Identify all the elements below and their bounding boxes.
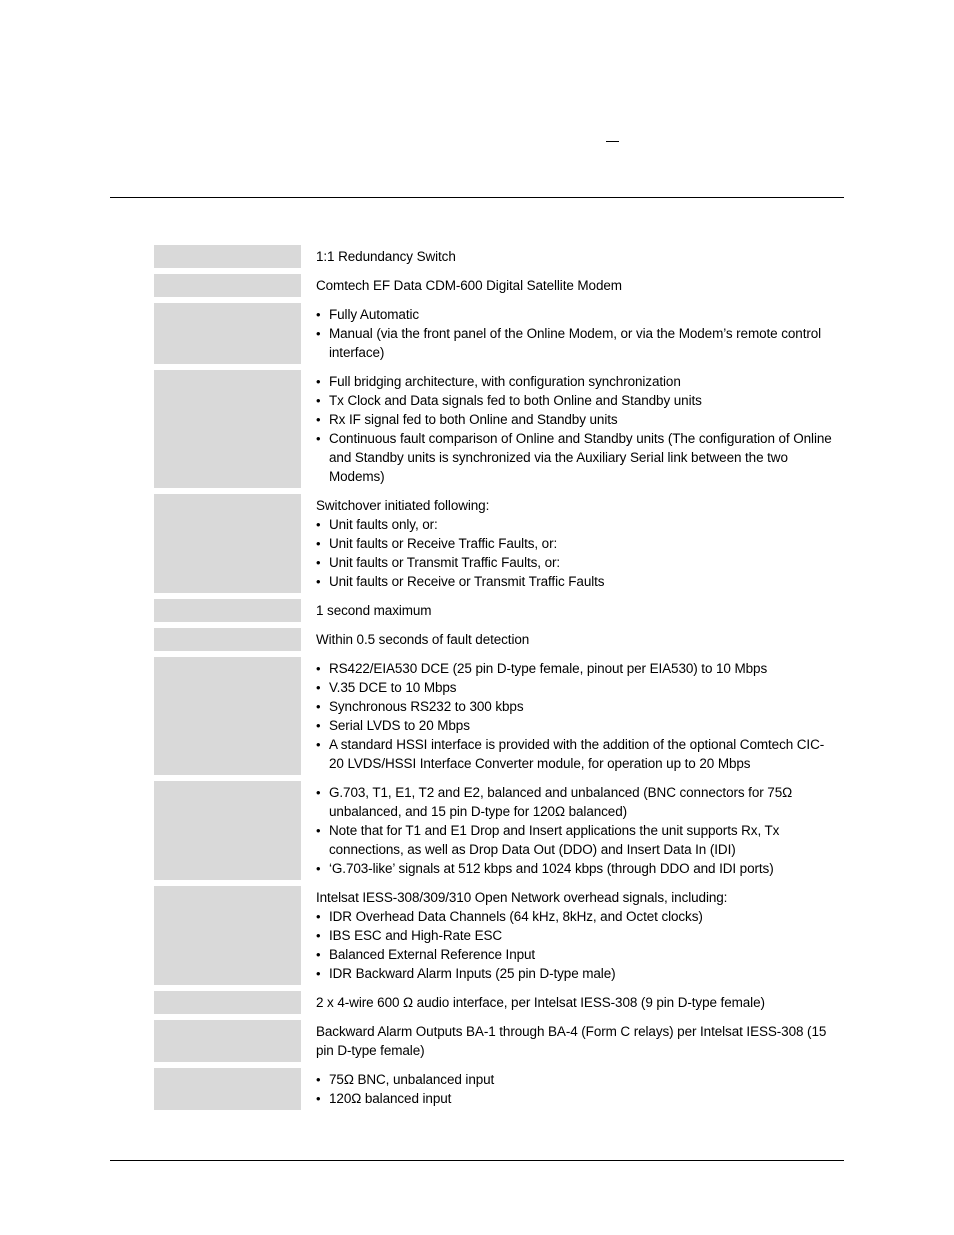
header-rule (110, 197, 844, 198)
spec-bullet-item: • Continuous fault comparison of Online and Standby units (The configuration of Online and Standby units is synchronized via the Auxiliary Serial link between the two Modems) (316, 429, 834, 486)
spec-row (154, 628, 834, 651)
spec-bullet-item: • Manual (via the front panel of the Online Modem, or via the Modem’s remote control interface) (316, 324, 834, 362)
spec-label-cell (154, 245, 301, 268)
spec-text: Backward Alarm Outputs BA-1 through BA-4 (Form C relays) per Intelsat IESS-308 (15 pin D-type female) (316, 1024, 827, 1058)
spec-row (154, 274, 834, 297)
spec-bullet-item: • 75Ω BNC, unbalanced input (316, 1070, 834, 1089)
spec-bullet-list (316, 305, 834, 362)
spec-bullet-list (316, 783, 834, 878)
spec-value-cell (301, 628, 834, 651)
spec-bullet-item: • Synchronous RS232 to 300 kbps (316, 697, 834, 716)
spec-bullet-item: • Note that for T1 and E1 Drop and Insert applications the unit supports Rx, Tx connections, as well as Drop Data Out (DDO) and Insert Data In (IDI) (316, 821, 834, 859)
spec-bullet-item: • Balanced External Reference Input (316, 945, 834, 964)
spec-bullet-list (316, 372, 834, 486)
spec-row (154, 245, 834, 268)
spec-bullet-list (316, 515, 834, 591)
footer-rule (110, 1160, 844, 1161)
spec-bullet-item: • Unit faults only, or: (316, 515, 834, 534)
spec-value-cell (301, 886, 834, 985)
spec-bullet-list (316, 659, 834, 773)
spec-bullet-item: • ‘G.703-like’ signals at 512 kbps and 1024 kbps (through DDO and IDI ports) (316, 859, 834, 878)
spec-bullet-item: • Full bridging architecture, with configuration synchronization (316, 372, 834, 391)
spec-value-cell (301, 991, 834, 1014)
spec-bullet-item: • Unit faults or Receive or Transmit Traffic Faults (316, 572, 834, 591)
spec-value-cell (301, 494, 834, 593)
spec-value-cell (301, 657, 834, 775)
spec-label-cell (154, 274, 301, 297)
spec-bullet-item: • A standard HSSI interface is provided with the addition of the optional Comtech CIC-20 LVDS/HSSI Interface Converter module, for operation up to 20 Mbps (316, 735, 834, 773)
spec-intro: Switchover initiated following: (316, 498, 490, 513)
spec-row (154, 991, 834, 1014)
spec-row (154, 1068, 834, 1110)
spec-bullet-item: • IBS ESC and High-Rate ESC (316, 926, 834, 945)
spec-label-cell (154, 991, 301, 1014)
spec-row (154, 494, 834, 593)
spec-row (154, 886, 834, 985)
spec-value-cell (301, 599, 834, 622)
spec-value-cell (301, 781, 834, 880)
spec-row (154, 303, 834, 364)
spec-label-cell (154, 494, 301, 593)
spec-intro: Intelsat IESS-308/309/310 Open Network overhead signals, including: (316, 890, 728, 905)
spec-value-cell (301, 274, 834, 297)
spec-value-cell (301, 245, 834, 268)
spec-text: 2 x 4-wire 600 Ω audio interface, per Intelsat IESS-308 (9 pin D-type female) (316, 995, 765, 1010)
spec-value-cell (301, 370, 834, 488)
spec-label-cell (154, 303, 301, 364)
spec-label-cell (154, 657, 301, 775)
spec-bullet-list (316, 907, 834, 983)
spec-value-cell (301, 303, 834, 364)
spec-bullet-list (316, 1070, 834, 1108)
spec-row (154, 781, 834, 880)
spec-label-cell (154, 628, 301, 651)
spec-bullet-item: • IDR Backward Alarm Inputs (25 pin D-type male) (316, 964, 834, 983)
spec-text: 1:1 Redundancy Switch (316, 249, 456, 264)
spec-bullet-item: • IDR Overhead Data Channels (64 kHz, 8kHz, and Octet clocks) (316, 907, 834, 926)
spec-bullet-item: • G.703, T1, E1, T2 and E2, balanced and unbalanced (BNC connectors for 75Ω unbalanced, and 15 pin D-type for 120Ω balanced) (316, 783, 834, 821)
spec-bullet-item: • Tx Clock and Data signals fed to both Online and Standby units (316, 391, 834, 410)
spec-table (154, 245, 834, 1116)
spec-label-cell (154, 781, 301, 880)
spec-bullet-item: • Fully Automatic (316, 305, 834, 324)
spec-label-cell (154, 599, 301, 622)
spec-label-cell (154, 1020, 301, 1062)
spec-bullet-item: • 120Ω balanced input (316, 1089, 834, 1108)
header-dash (606, 141, 619, 142)
spec-text: Within 0.5 seconds of fault detection (316, 632, 530, 647)
spec-value-cell (301, 1068, 834, 1110)
spec-row (154, 657, 834, 775)
spec-bullet-item: • V.35 DCE to 10 Mbps (316, 678, 834, 697)
spec-text: Comtech EF Data CDM-600 Digital Satellite Modem (316, 278, 622, 293)
spec-row (154, 1020, 834, 1062)
spec-bullet-item: • RS422/EIA530 DCE (25 pin D-type female, pinout per EIA530) to 10 Mbps (316, 659, 834, 678)
spec-row (154, 370, 834, 488)
spec-bullet-item: • Unit faults or Transmit Traffic Faults, or: (316, 553, 834, 572)
spec-label-cell (154, 886, 301, 985)
spec-text: 1 second maximum (316, 603, 432, 618)
spec-value-cell (301, 1020, 834, 1062)
spec-label-cell (154, 370, 301, 488)
spec-bullet-item: • Serial LVDS to 20 Mbps (316, 716, 834, 735)
spec-bullet-item: • Rx IF signal fed to both Online and Standby units (316, 410, 834, 429)
spec-label-cell (154, 1068, 301, 1110)
spec-row (154, 599, 834, 622)
spec-bullet-item: • Unit faults or Receive Traffic Faults, or: (316, 534, 834, 553)
